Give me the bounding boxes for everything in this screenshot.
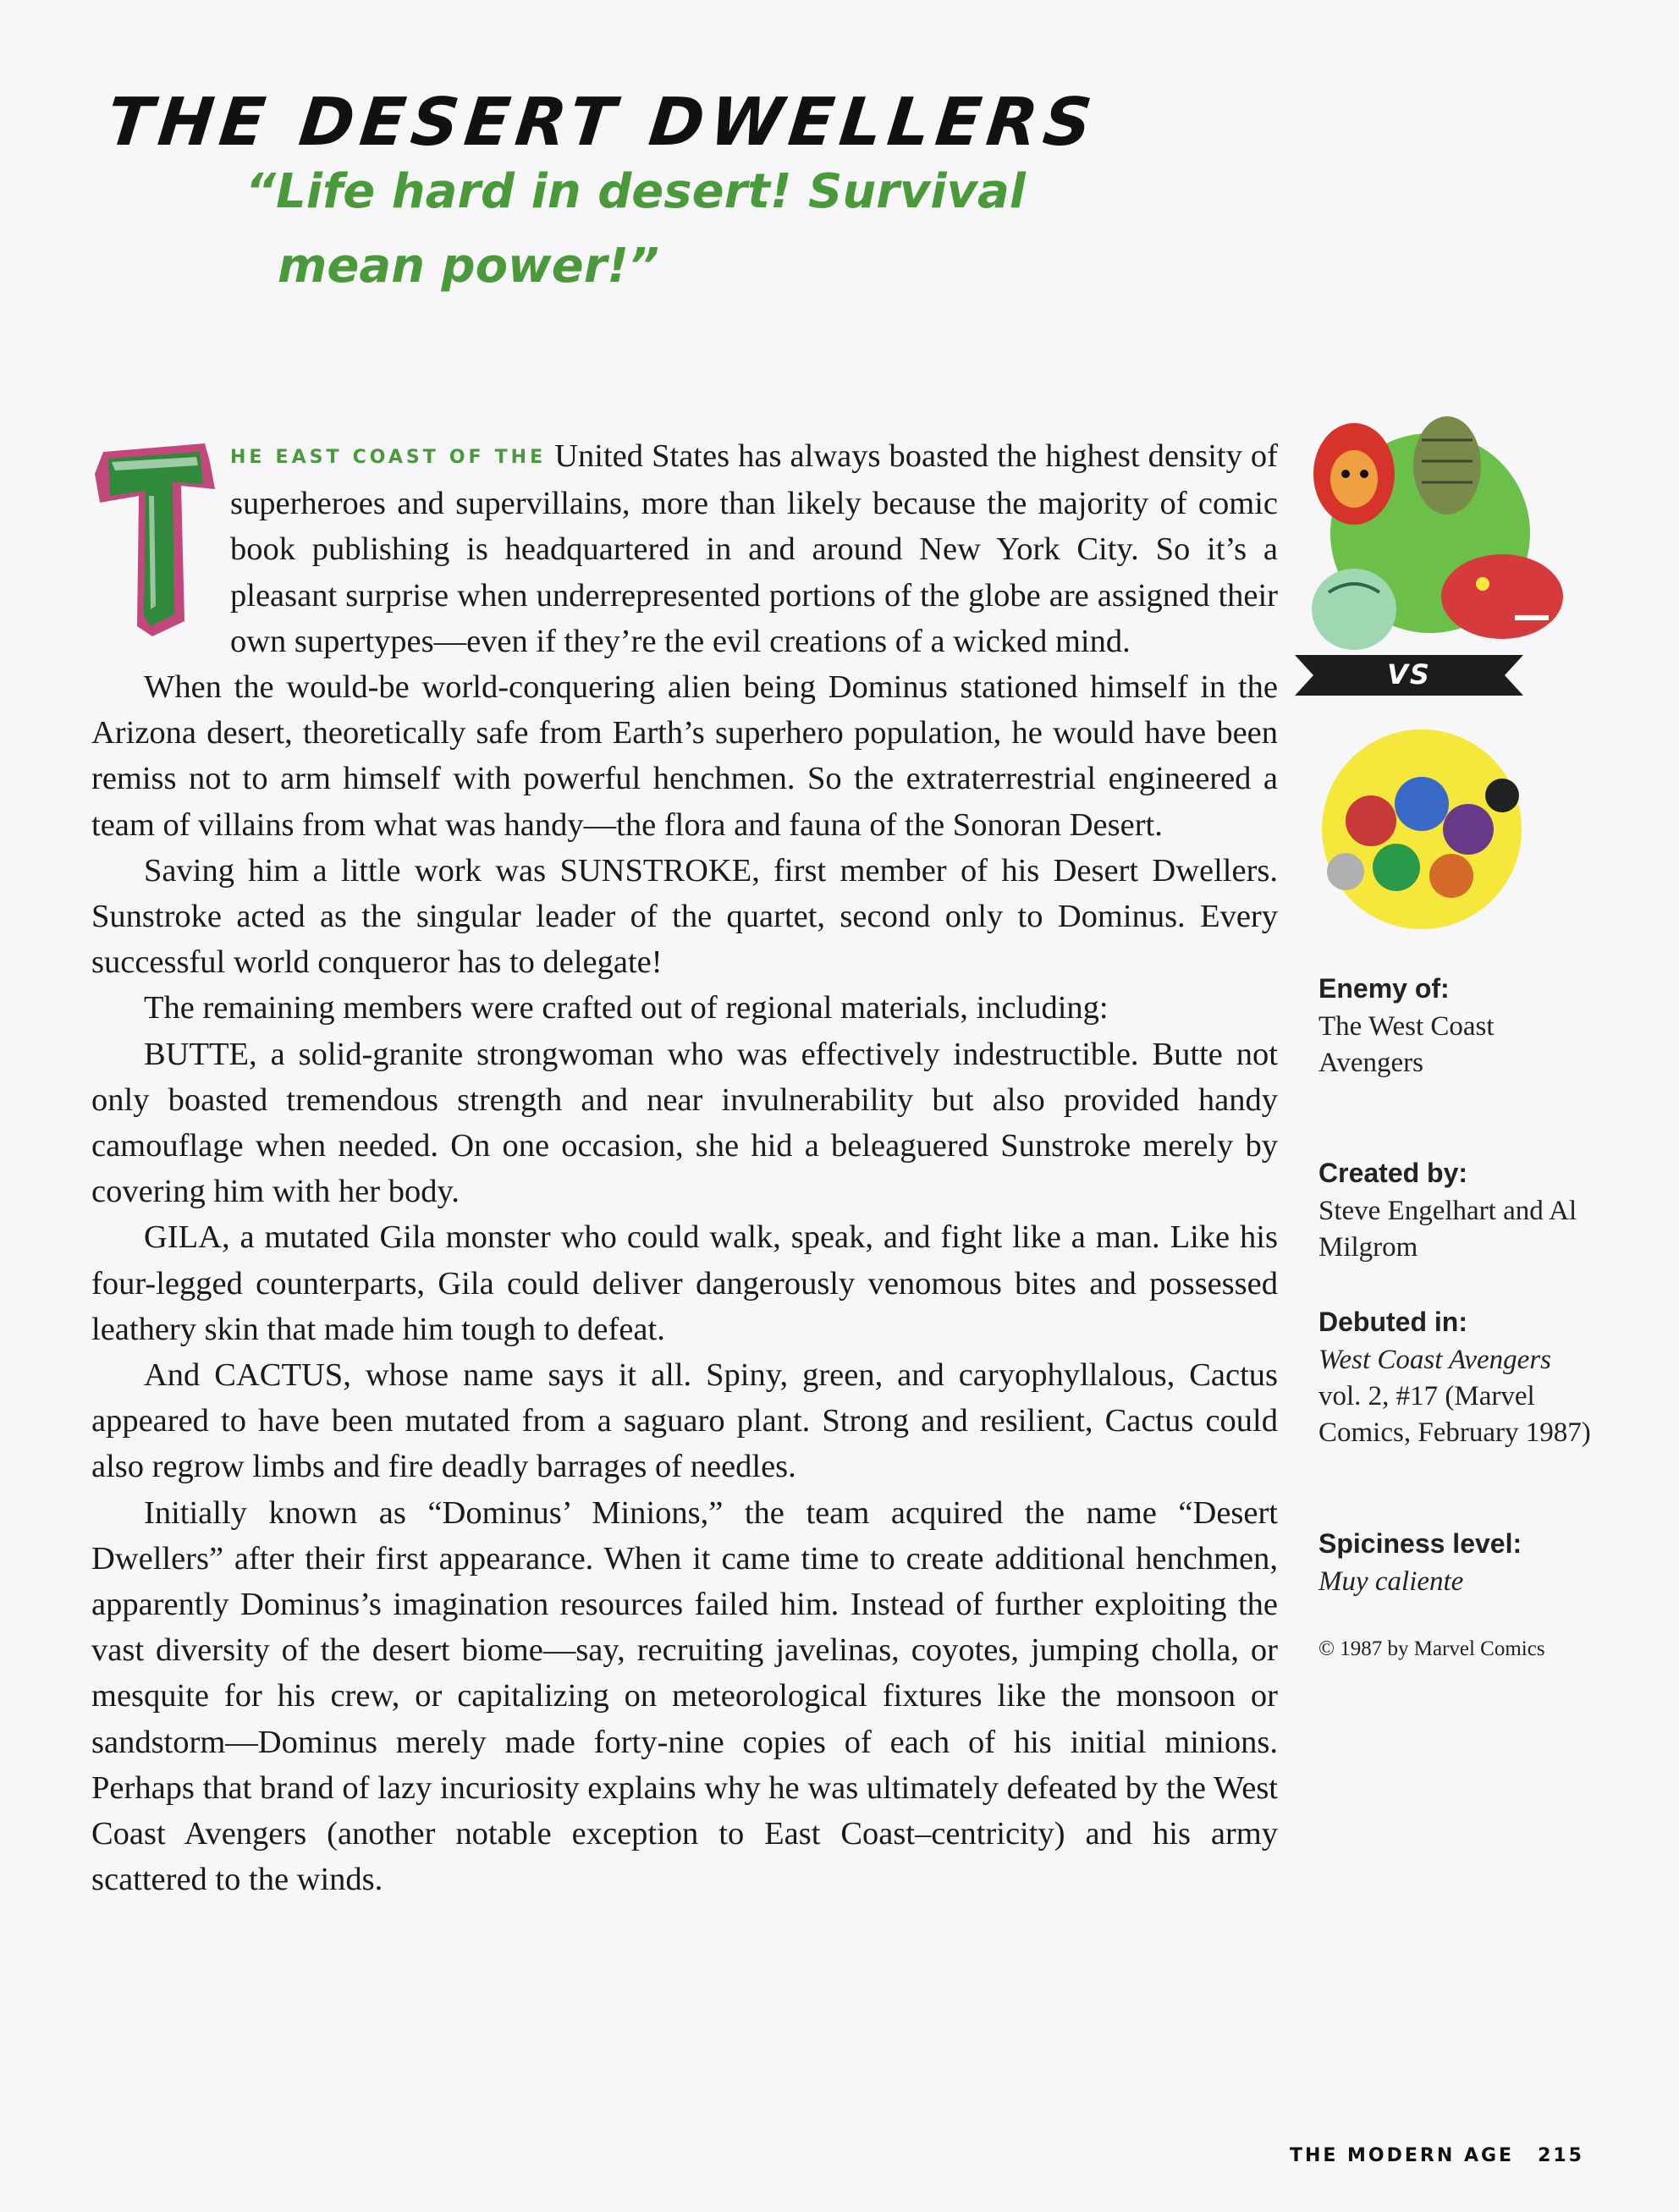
villain-portraits-image: [1295, 415, 1574, 669]
debuted-title: West Coast Avengers: [1318, 1345, 1552, 1375]
quote-line-1: “Life hard in desert! Survival: [245, 164, 1027, 219]
page-number: 215: [1538, 2145, 1584, 2166]
copyright-note: © 1987 by Marvel Comics: [1318, 1637, 1545, 1660]
spiciness-section: [1318, 1527, 1598, 1600]
avengers-team-image: [1295, 728, 1549, 931]
page-title: THE DESERT DWELLERS: [103, 85, 1102, 161]
enemy-value: The West Coast Avengers: [1318, 1011, 1495, 1078]
page-footer: [1280, 2145, 1584, 2166]
article-body: [91, 433, 1278, 1903]
villain-name: CACTUS: [214, 1357, 344, 1394]
paragraph: When the would-be world-conquering alien being Dominus stationed himself in the Arizona desert, theoretically safe from Earth’s superhero population, he would have been remiss not to arm himself with powerful henchmen. So the extraterrestrial engineered a team of villains from what was handy—the flora and fauna of the Sonoran Desert.: [91, 669, 1278, 843]
enemy-of-section: [1318, 971, 1598, 1081]
paragraph: Saving him a little work was SUNSTROKE, first member of his Desert Dwellers. Sunstroke acted as the singular leader of the quartet, second only to Dominus. Every successful world conqueror has to delegate!: [91, 852, 1278, 981]
paragraph: BUTTE, a solid-granite strongwoman who was effectively indestructible. Butte not only boasted tremendous strength and near invulnerability but also provided handy camouflage when needed. On one occasion, she hid a beleaguered Sunstroke merely by covering him with her body.: [91, 1036, 1278, 1210]
drop-cap-text: T: [152, 603, 156, 607]
paragraph-intro: [91, 433, 1278, 664]
created-value: Steve Engelhart and Al Milgrom: [1318, 1196, 1577, 1263]
created-by-section: [1318, 1156, 1598, 1266]
lead-in-caps: HE EAST COAST OF THE: [230, 447, 547, 468]
vs-label: VS: [1387, 658, 1431, 691]
pull-quote: [245, 155, 1058, 304]
paragraph-text: United States has always boasted the highest density of superheroes and supervillains, more than likely because the majority of comic book publishing is headquartered in and around New York City. So it’s a pleasant surprise when underrepresented portions of the globe are assigned their own supertypes—even if they’re the evil creations of a wicked mind.: [230, 438, 1279, 659]
quote-line-2: mean power!”: [278, 239, 659, 294]
drop-cap-letter: [91, 437, 217, 640]
created-heading: Created by:: [1318, 1158, 1468, 1188]
spice-heading: Spiciness level:: [1318, 1528, 1522, 1559]
villain-name: GILA: [144, 1219, 222, 1256]
spice-value: Muy caliente: [1318, 1566, 1464, 1597]
section-name: THE MODERN AGE: [1289, 2145, 1515, 2166]
villain-name: BUTTE: [144, 1036, 250, 1072]
debuted-value: West Coast Avengers vol. 2, #17 (Marvel Comics, February 1987): [1318, 1345, 1591, 1448]
paragraph: The remaining members were crafted out of regional materials, including:: [144, 990, 1109, 1026]
paragraph: GILA, a mutated Gila monster who could walk, speak, and fight like a man. Like his four-legged counterparts, Gila could deliver dangerously venomous bites and possessed leathery skin that made him tough to defeat.: [91, 1219, 1278, 1347]
paragraph: Initially known as “Dominus’ Minions,” the team acquired the name “Desert Dwellers” after their first appearance. When it came time to create additional henchmen, apparently Dominus’s imagination resources failed him. Instead of further exploiting the vast diversity of the desert biome—say, recruiting javelinas, coyotes, jumping cholla, or mesquite for his crew, or capitalizing on meteorological fixtures like the monsoon or sandstorm—Dominus merely made forty-nine copies of each of his initial minions. Perhaps that brand of lazy incuriosity explains why he was ultimately defeated by the West Coast Avengers (another notable exception to East Coast–centricity) and his army scattered to the winds.: [91, 1494, 1278, 1898]
enemy-heading: Enemy of:: [1318, 973, 1450, 1004]
villain-name: SUNSTROKE: [559, 852, 752, 889]
debuted-in-section: [1318, 1305, 1598, 1451]
debuted-heading: Debuted in:: [1318, 1307, 1467, 1337]
paragraph: And CACTUS, whose name says it all. Spiny, green, and caryophyllalous, Cactus appeared to have been mutated from a saguaro plant. Strong and resilient, Cactus could also regrow limbs and fire deadly barrages of needles.: [91, 1357, 1279, 1485]
